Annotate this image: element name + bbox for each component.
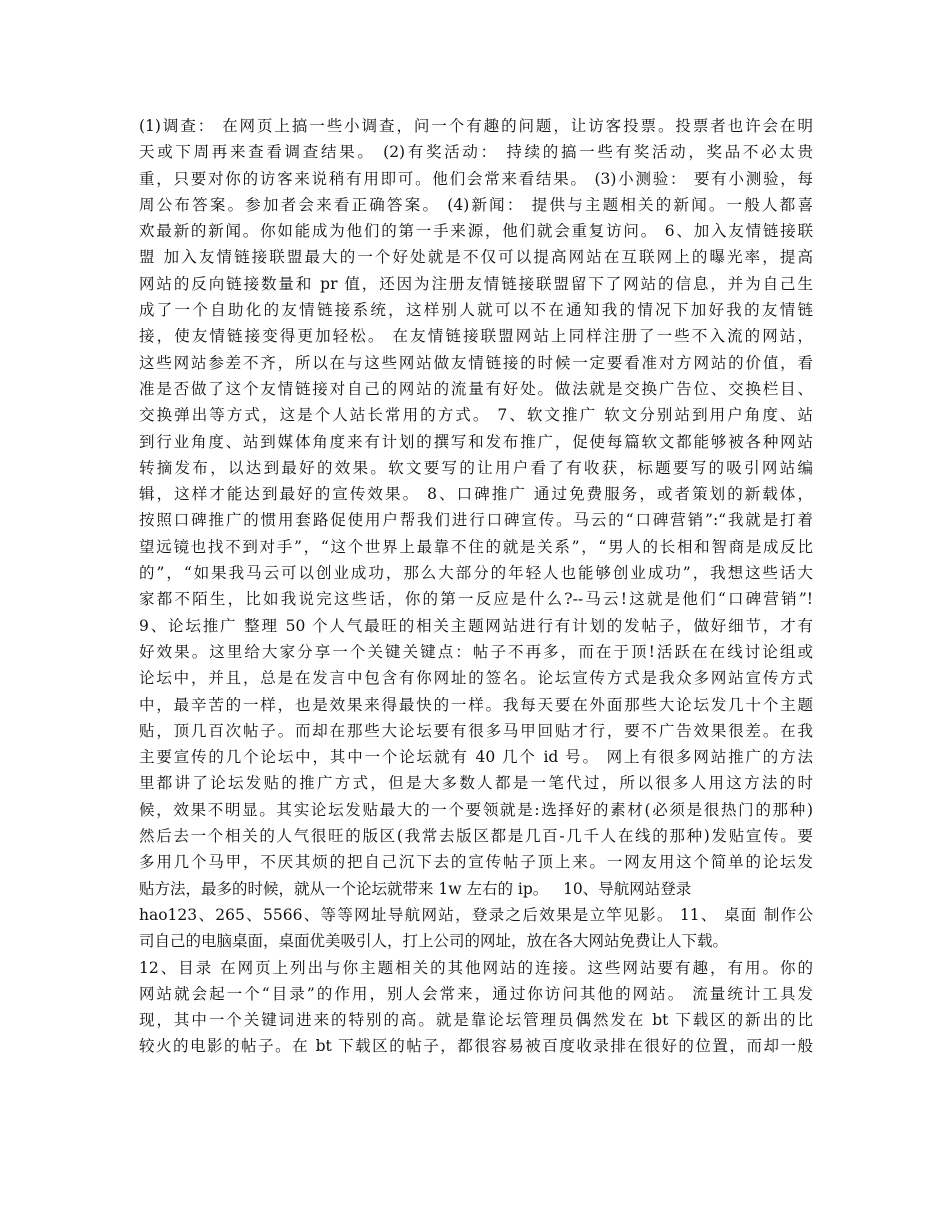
text-line: 候，效果不明显。其实论坛发贴最大的一个要领就是:选择好的素材(必须是很热门的那种)	[139, 800, 813, 819]
text-line: 贴方法，最多的时候，就从一个论坛就带来 1w 左右的 ip。 10、导航网站登录	[139, 879, 692, 898]
text-line: 司自己的电脑桌面，桌面优美吸引人，打上公司的网址，放在各大网站免费让人下载。	[139, 932, 729, 951]
text-line: 成了一个自助化的友情链接系统，这样别人就可以不在通知我的情况下加好我的友情链	[139, 301, 813, 320]
text-line: 盟 加入友情链接联盟最大的一个好处就是不仅可以提高网站在互联网上的曝光率，提高	[139, 248, 813, 267]
text-line: 交换弹出等方式，这是个人站长常用的方式。 7、软文推广 软文分别站到用户角度、站	[139, 406, 813, 425]
text-line: 好效果。这里给大家分享一个关键关键点：帖子不再多，而在于顶!活跃在在线讨论组或	[139, 642, 813, 661]
text-line: 9、论坛推广 整理 50 个人气最旺的相关主题网站进行有计划的发帖子，做好细节，才有	[139, 616, 813, 635]
text-line: 然后去一个相关的人气很旺的版区(我常去版区都是几百-几千人在线的那种)发贴宣传。要	[139, 827, 813, 846]
text-line: 里都讲了论坛发贴的推广方式，但是大多数人都是一笔代过，所以很多人用这方法的时	[139, 774, 813, 793]
text-line: 重，只要对你的访客来说稍有用即可。他们会常来看结果。 (3)小测验： 要有小测验，每	[139, 169, 813, 188]
text-line: 按照口碑推广的惯用套路促使用户帮我们进行口碑宣传。马云的“口碑营销”:“我就是打着	[139, 511, 813, 530]
text-line: 现，其中一个关键词进来的特别的高。就是靠论坛管理员偶然发在 bt 下载区的新出的比	[139, 1011, 813, 1030]
text-line: 网站的反向链接数量和 pr 值，还因为注册友情链接联盟留下了网站的信息，并为自己生	[139, 274, 813, 293]
text-line: 准是否做了这个友情链接对自己的网站的流量有好处。做法就是交换广告位、交换栏目、	[139, 379, 813, 398]
text-line: 的”，“如果我马云可以创业成功，那么大部分的年轻人也能够创业成功”，我想这些话大	[139, 564, 813, 583]
text-line: hao123、265、5566、等等网址导航网站，登录之后效果是立竿见影。 11、 桌面 制作公	[139, 905, 813, 924]
text-line: 这些网站参差不齐，所以在与这些网站做友情链接的时候一定要看准对方网站的价值，看	[139, 353, 813, 372]
text-line: 论坛中，并且，总是在发言中包含有你网址的签名。论坛宣传方式是我众多网站宣传方式	[139, 669, 813, 688]
text-line: 多用几个马甲，不厌其烦的把自己沉下去的宣传帖子顶上来。一网友用这个简单的论坛发	[139, 853, 813, 872]
text-line: 天或下周再来查看调查结果。 (2)有奖活动： 持续的搞一些有奖活动，奖品不必太贵	[139, 143, 813, 162]
text-line: 主要宣传的几个论坛中，其中一个论坛就有 40 几个 id 号。 网上有很多网站推广的方法	[139, 748, 813, 767]
text-line: 中，最辛苦的一样，也是效果来得最快的一样。我每天要在外面那些大论坛发几十个主题	[139, 695, 813, 714]
text-line: 到行业角度、站到媒体角度来有计划的撰写和发布推广，促使每篇软文都能够被各种网站	[139, 432, 813, 451]
text-line: 辑，这样才能达到最好的宣传效果。 8、口碑推广 通过免费服务，或者策划的新载体，	[139, 485, 813, 504]
text-line: 望远镜也找不到对手”，“这个世界上最靠不住的就是关系”，“男人的长相和智商是成反比	[139, 537, 813, 556]
text-line: 欢最新的新闻。你如能成为他们的第一手来源，他们就会重复访问。 6、加入友情链接联	[139, 222, 813, 241]
text-line: 较火的电影的帖子。在 bt 下载区的帖子，都很容易被百度收录排在很好的位置，而却一般	[139, 1037, 813, 1056]
text-line: 转摘发布，以达到最好的效果。软文要写的让用户看了有收获，标题要写的吸引网站编	[139, 458, 813, 477]
text-line: 家都不陌生，比如我说完这些话，你的第一反应是什么?--马云!这就是他们“口碑营销”!	[139, 590, 813, 609]
text-line: 贴，顶几百次帖子。而却在那些大论坛要有很多马甲回贴才行，要不广告效果很差。在我	[139, 721, 813, 740]
article-body	[139, 113, 813, 1060]
text-line: 12、目录 在网页上列出与你主题相关的其他网站的连接。这些网站要有趣，有用。你的	[139, 958, 813, 977]
text-line: 周公布答案。参加者会来看正确答案。 (4)新闻： 提供与主题相关的新闻。一般人都喜	[139, 195, 813, 214]
text-line: 接，使友情链接变得更加轻松。 在友情链接联盟网站上同样注册了一些不入流的网站，	[139, 327, 813, 346]
text-line: (1)调查： 在网页上搞一些小调查，问一个有趣的问题，让访客投票。投票者也许会在明	[139, 117, 813, 135]
text-line: 网站就会起一个“目录”的作用，别人会常来，通过你访问其他的网站。 流量统计工具发	[139, 984, 813, 1003]
